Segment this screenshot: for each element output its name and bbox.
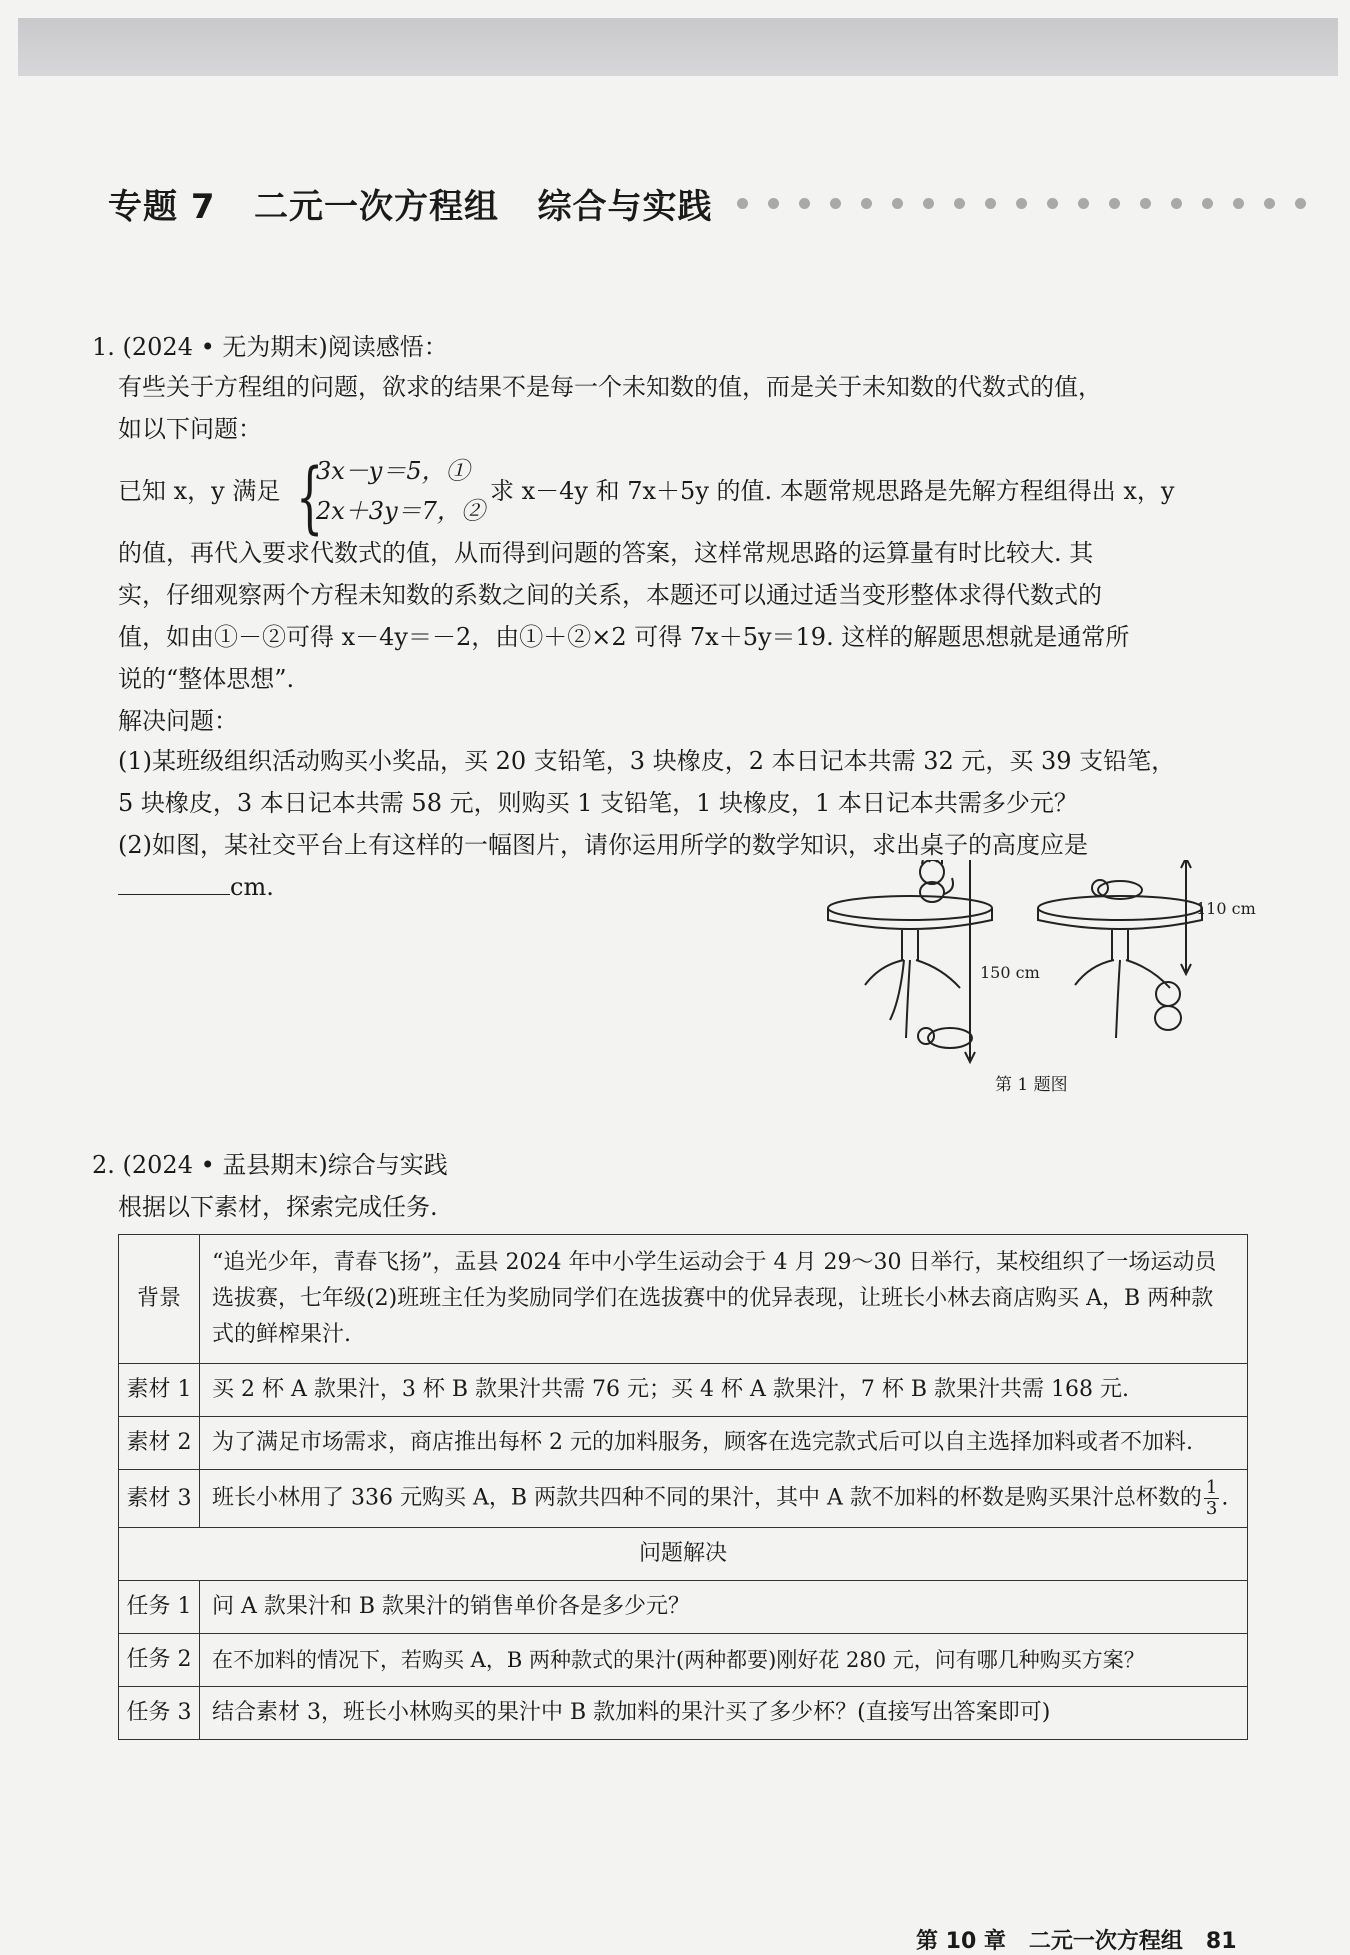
table-row [119, 1364, 1248, 1417]
top-scan-band [18, 18, 1338, 76]
q1-part2-answer: cm. [118, 872, 274, 902]
height-label-110: 110 cm [1196, 899, 1256, 918]
row-label-task-3: 任务 3 [119, 1687, 200, 1740]
background-text: “追光少年，青春飞扬”，盂县 2024 年中小学生运动会于 4 月 29～30 日举行，某校组织了一场运动员选拔赛，七年级(2)班班主任为奖励同学们在选拔赛中的优异表现，让班长小林去商店购买 A，B 两种款式的鲜榨果汁. [200, 1235, 1248, 1364]
table-cat-figure [820, 860, 1260, 1090]
task-1-text: 问 A 款果汁和 B 款果汁的销售单价各是多少元？ [200, 1581, 1248, 1634]
q1-part1: (1)某班级组织活动购买小奖品，买 20 支铅笔，3 块橡皮，2 本日记本共需 32 元，买 39 支铅笔， [118, 747, 1176, 775]
q1-text-line: 如以下问题： [118, 415, 262, 443]
table-row [119, 1470, 1248, 1528]
material-2-text: 为了满足市场需求，商店推出每杯 2 元的加料服务，顾客在选完款式后可以自主选择加料或者不加料. [200, 1417, 1248, 1470]
row-label-background: 背景 [119, 1235, 200, 1364]
page-footer: 第 10 章 二元一次方程组 81 [916, 1929, 1237, 1954]
row-label-material-3: 素材 3 [119, 1470, 200, 1528]
row-label-task-2: 任务 2 [119, 1634, 200, 1687]
q1-heading: 1. (2024 • 无为期末)阅读感悟： [92, 333, 448, 361]
q1-known-suffix: 求 x－4y 和 7x＋5y 的值. 本题常规思路是先解方程组得出 x，y [490, 477, 1175, 505]
table-row [119, 1417, 1248, 1470]
title-dots-decoration [737, 198, 1306, 209]
fraction-one-third: $\frac{1}{3}$ [1205, 1477, 1218, 1519]
equation-1: 3x－y＝5，① [316, 457, 470, 485]
topic-header [108, 178, 1338, 228]
figure-caption: 第 1 题图 [995, 1075, 1068, 1095]
table-row [119, 1235, 1248, 1364]
material-3-text: 班长小林用了 336 元购买 A，B 两款共四种不同的果汁，其中 A 款不加料的杯数是购买果汁总杯数的 [212, 1485, 1202, 1511]
task-3-text: 结合素材 3，班长小林购买的果汁中 B 款加料的果汁买了多少杯？(直接写出答案即可) [200, 1687, 1248, 1740]
section-header-problem-solving: 问题解决 [119, 1528, 1248, 1581]
q2-heading: 2. (2024 • 盂县期末)综合与实践 [92, 1151, 448, 1179]
figure-illustration [820, 860, 1260, 1090]
q1-text-line: 实，仔细观察两个方程未知数的系数之间的关系，本题还可以通过适当变形整体求得代数式的 [118, 581, 1102, 609]
q1-text-line: 值，如由①－②可得 x－4y＝－2，由①＋②×2 可得 7x＋5y＝19. 这样的解题思想就是通常所 [118, 623, 1130, 651]
q1-text-line: 有些关于方程组的问题，欲求的结果不是每一个未知数的值，而是关于未知数的代数式的值， [118, 373, 1102, 401]
table-row [119, 1687, 1248, 1740]
row-label-task-1: 任务 1 [119, 1581, 200, 1634]
q2-intro: 根据以下素材，探索完成任务. [118, 1193, 438, 1221]
table-row [119, 1581, 1248, 1634]
equation-brace: { [296, 453, 324, 543]
height-label-150: 150 cm [980, 963, 1040, 982]
material-1-text: 买 2 杯 A 款果汁，3 杯 B 款果汁共需 76 元；买 4 杯 A 款果汁，7 杯 B 款果汁共需 168 元. [200, 1364, 1248, 1417]
q1-text-line: 的值，再代入要求代数式的值，从而得到问题的答案，这样常规思路的运算量有时比较大. 其 [118, 539, 1094, 567]
q1-part2: (2)如图，某社交平台上有这样的一幅图片，请你运用所学的数学知识，求出桌子的高度应是 [118, 831, 1088, 859]
q1-text-line: 说的“整体思想”. [118, 665, 295, 693]
equation-2: 2x＋3y＝7，② [316, 497, 485, 525]
material-3-cell: 班长小林用了 336 元购买 A，B 两款共四种不同的果汁，其中 A 款不加料的杯数是购买果汁总杯数的 $\frac{1}{3}$ . [200, 1470, 1248, 1528]
table-row [119, 1634, 1248, 1687]
task-2-text: 在不加料的情况下，若购买 A，B 两种款式的果汁(两种都要)刚好花 280 元，问有哪几种购买方案？ [200, 1634, 1248, 1687]
materials-tasks-table [118, 1234, 1248, 1740]
q1-known-prefix: 已知 x，y 满足 [118, 477, 281, 505]
row-label-material-1: 素材 1 [119, 1364, 200, 1417]
q1-part1: 5 块橡皮，3 本日记本共需 58 元，则购买 1 支铅笔，1 块橡皮，1 本日记本共需多少元？ [118, 789, 1078, 817]
solve-label: 解决问题： [118, 707, 238, 735]
page-title: 专题 7 二元一次方程组 综合与实践 [108, 186, 713, 227]
answer-blank[interactable] [118, 872, 230, 895]
table-row [119, 1528, 1248, 1581]
row-label-material-2: 素材 2 [119, 1417, 200, 1470]
